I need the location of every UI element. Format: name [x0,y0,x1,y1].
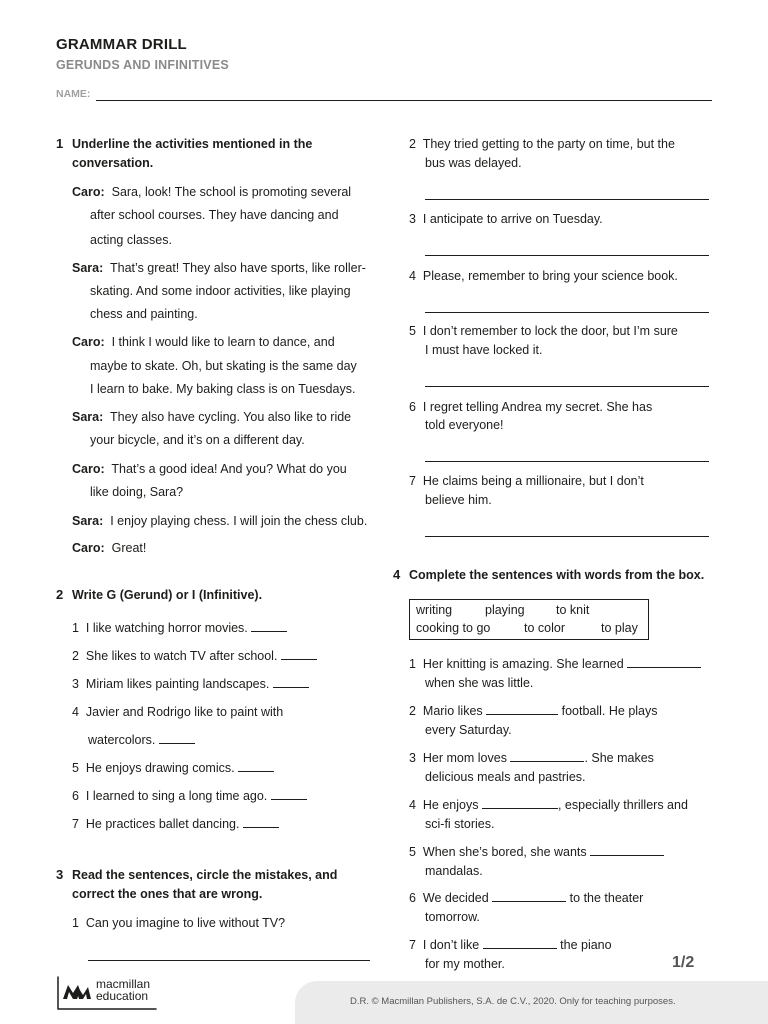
ex2-item [72,647,317,666]
item-number: 2 [72,649,79,663]
item-number: 3 [72,677,79,691]
dialogue-line: maybe to skate. Oh, but skating is the same day [90,359,357,373]
dialogue-line [72,512,367,531]
box-word: cooking to go [416,621,491,635]
dialogue-line [72,259,366,278]
dialogue-text: Great! [111,541,147,555]
exercise-2-instruction: Write G (Gerund) or I (Infinitive). [72,588,263,602]
item-number: 1 [72,621,79,635]
ex4-item-cont: sci-fi stories. [425,817,495,831]
item-text: He enjoys drawing comics. [85,761,235,775]
ex3-item-cont: I must have locked it. [425,343,543,357]
publisher-logo [56,975,186,1011]
speaker-label: Caro: [72,462,105,476]
answer-blank[interactable] [483,936,557,949]
item-number: 4 [72,705,79,719]
dialogue-text: That’s a good idea! And you? What do you [111,462,347,476]
item-text: He enjoys [422,798,479,812]
box-word: playing [485,603,525,617]
dialogue-line: after school courses. They have dancing and [90,208,339,222]
ex4-item [409,702,658,721]
answer-blank[interactable] [243,815,279,828]
exercise-1-instruction [72,135,312,173]
dialogue-text: I enjoy playing chess. I will join the chess club. [110,514,368,528]
ex3-item [409,472,644,491]
speaker-label: Sara: [72,261,104,275]
answer-blank[interactable] [271,787,307,800]
item-text: watercolors. [88,733,156,747]
ex3-item [409,210,603,229]
item-text: football. He plays [561,704,658,718]
speaker-label: Sara: [72,514,104,528]
answer-blank[interactable] [273,675,309,688]
item-text: Her knitting is amazing. She learned [422,657,624,671]
correction-line[interactable] [88,960,370,961]
ex4-item [409,936,612,955]
box-word: to play [601,621,638,635]
item-text: Javier and Rodrigo like to paint with [85,705,284,719]
answer-blank[interactable] [510,749,584,762]
ex3-item [409,398,652,417]
item-number: 7 [72,817,79,831]
item-number: 4 [409,269,416,283]
ex3-item [72,914,285,933]
item-text: Her mom loves [422,751,507,765]
correction-line[interactable] [425,255,709,256]
item-number: 1 [72,916,79,930]
item-text: Miriam likes painting landscapes. [85,677,270,691]
ex4-item [409,889,643,908]
worksheet-title: GRAMMAR DRILL [56,36,187,53]
item-number: 7 [409,938,416,952]
item-text: Please, remember to bring your science book. [422,269,678,283]
ex4-item-cont: when she was little. [425,676,534,690]
correction-line[interactable] [425,536,709,537]
dialogue-line [72,333,335,352]
item-number: 4 [409,798,416,812]
dialogue-line: acting classes. [90,233,172,247]
ex2-item [72,703,283,722]
logo-text: macmillan [96,977,151,991]
dialogue-line: skating. And some indoor activities, like playing [90,284,351,298]
speaker-label: Caro: [72,185,105,199]
item-number: 3 [409,751,416,765]
answer-blank[interactable] [159,731,195,744]
answer-blank[interactable] [486,702,558,715]
dialogue-line [72,539,146,558]
ex4-item [409,749,654,768]
item-text: I don’t remember to lock the door, but I’m sure [422,324,678,338]
answer-blank[interactable] [627,655,701,668]
ex4-item-cont: delicious meals and pastries. [425,770,586,784]
item-text: They tried getting to the party on time, but the [422,137,675,151]
ex2-item [88,731,195,750]
ex2-item [72,815,279,834]
correction-line[interactable] [425,461,709,462]
box-word: to knit [556,603,590,617]
ex4-item-cont: for my mother. [425,957,505,971]
exercise-4-number: 4 [393,567,401,582]
correction-line[interactable] [425,386,709,387]
item-text: the piano [560,938,612,952]
correction-line[interactable] [425,199,709,200]
item-number: 7 [409,474,416,488]
exercise-4-instruction: Complete the sentences with words from the box. [409,568,705,582]
dialogue-line: your bicycle, and it’s on a different day. [90,433,305,447]
dialogue-text: That’s great! They also have sports, like roller- [110,261,366,275]
dialogue-text: They also have cycling. You also like to ride [110,410,352,424]
copyright-notice: D.R. © Macmillan Publishers, S.A. de C.V., 2020. Only for teaching purposes. [350,996,676,1007]
exercise-3-number: 3 [56,867,64,882]
exercise-1-instruction-line: conversation. [72,156,154,170]
item-number: 6 [409,891,416,905]
item-number: 5 [409,845,416,859]
ex2-item [72,675,309,694]
ex3-item-cont: told everyone! [425,418,504,432]
ex3-item [409,322,678,341]
ex3-item-cont: bus was delayed. [425,156,522,170]
item-text: He practices ballet dancing. [85,817,240,831]
item-number: 5 [72,761,79,775]
exercise-3-instruction-line: correct the ones that are wrong. [72,887,263,901]
word-box [409,599,649,640]
dialogue-line: I learn to bake. My baking class is on Tuesdays. [90,382,356,396]
item-text: . She makes [584,751,654,765]
dialogue-line [72,183,351,202]
item-text: We decided [422,891,489,905]
ex3-item [409,267,678,286]
exercise-3-instruction [72,866,337,904]
answer-blank[interactable] [482,796,558,809]
worksheet-subtitle: GERUNDS AND INFINITIVES [56,58,229,72]
correction-line[interactable] [425,312,709,313]
exercise-2-number: 2 [56,587,64,602]
ex3-item [409,135,675,154]
dialogue-line [72,408,351,427]
ex4-item [409,843,664,862]
dialogue-line: chess and painting. [90,307,198,321]
box-word: to color [524,621,565,635]
item-number: 2 [409,704,416,718]
ex4-item [409,796,688,815]
item-number: 1 [409,657,416,671]
page-number: 1/2 [672,954,695,971]
item-text: I don’t like [422,938,480,952]
name-label: NAME: [56,88,91,100]
answer-blank[interactable] [590,843,664,856]
answer-blank[interactable] [281,647,317,660]
item-number: 5 [409,324,416,338]
item-text: I like watching horror movies. [85,621,248,635]
answer-blank[interactable] [251,619,287,632]
answer-blank[interactable] [492,889,566,902]
item-text: , especially thrillers and [557,798,688,812]
item-text: I anticipate to arrive on Tuesday. [422,212,603,226]
item-number: 2 [409,137,416,151]
speaker-label: Caro: [72,541,105,555]
dialogue-text: Sara, look! The school is promoting several [111,185,352,199]
item-number: 6 [72,789,79,803]
ex2-item [72,759,274,778]
ex2-item [72,787,307,806]
dialogue-line [72,460,347,479]
answer-blank[interactable] [238,759,274,772]
dialogue-text: I think I would like to learn to dance, and [111,335,335,349]
item-number: 3 [409,212,416,226]
ex2-item [72,619,287,638]
item-text: When she’s bored, she wants [422,845,587,859]
speaker-label: Caro: [72,335,105,349]
ex3-item-cont: believe him. [425,493,492,507]
ex4-item-cont: tomorrow. [425,910,480,924]
name-field-line[interactable] [96,100,712,101]
item-text: Mario likes [422,704,483,718]
item-number: 6 [409,400,416,414]
ex4-item-cont: every Saturday. [425,723,512,737]
logo-text: education [96,989,149,1003]
exercise-3-instruction-line: Read the sentences, circle the mistakes, and [72,868,338,882]
item-text: I learned to sing a long time ago. [85,789,268,803]
speaker-label: Sara: [72,410,104,424]
item-text: She likes to watch TV after school. [85,649,278,663]
item-text: I regret telling Andrea my secret. She has [422,400,653,414]
exercise-1-number: 1 [56,136,64,151]
ex4-item-cont: mandalas. [425,864,483,878]
ex4-item [409,655,701,674]
dialogue-line: like doing, Sara? [90,485,184,499]
item-text: He claims being a millionaire, but I don’t [422,474,644,488]
item-text: Can you imagine to live without TV? [85,916,286,930]
exercise-1-instruction-line: Underline the activities mentioned in the [72,137,313,151]
item-text: to the theater [569,891,644,905]
box-word: writing [416,603,453,617]
